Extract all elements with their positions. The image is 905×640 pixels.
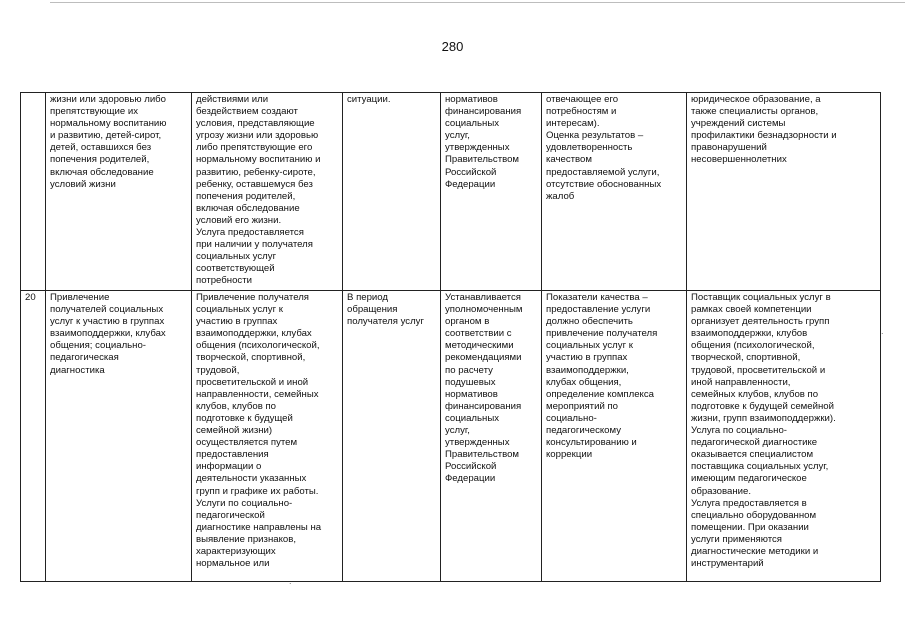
cell-text-line: участию в группах: [196, 316, 278, 328]
cell-text-line: должно обеспечить: [546, 316, 633, 328]
cell-text-line: взаимоподдержки, клубах: [50, 328, 166, 340]
cell-text-line: несовершеннолетних: [691, 154, 787, 166]
cell-text-line: детей, оставшихся без: [50, 142, 152, 154]
cell-text-line: Поставщик социальных услуг в: [691, 292, 831, 303]
cell-text-line: клубах общения,: [546, 376, 622, 388]
top-border-line: [50, 2, 905, 3]
cell-text-line: при наличии у получателя: [196, 239, 313, 251]
cell-text-line: получателя услуг: [347, 316, 424, 328]
service-terms-cell: [343, 291, 441, 582]
service-description-cell: [192, 93, 343, 291]
cell-text-line: мероприятий по: [546, 400, 618, 412]
cell-text-line: педагогической диагностике: [691, 437, 818, 449]
cell-text-line: выявление признаков,: [196, 533, 296, 545]
cell-text-line: либо препятствующие его: [196, 142, 313, 154]
cell-text-line: подушевых: [445, 376, 496, 388]
cell-text-line: социальных услуг: [196, 251, 277, 263]
cell-text-line: информации о: [196, 461, 262, 473]
cell-text-line: Российской: [445, 461, 497, 473]
table-row: [21, 291, 881, 582]
cell-text-line: услуг,: [445, 425, 470, 437]
cell-text-line: потребности: [196, 275, 252, 287]
cell-text-line: взаимоподдержки,: [546, 364, 629, 376]
cell-text-line: Услуги по социально-: [196, 497, 293, 509]
cell-text-line: жизни, групп взаимоподдержки).: [691, 412, 836, 424]
service-description-cell: [192, 291, 343, 582]
service-name-cell: [46, 291, 192, 582]
cell-text-line: определение комплекса: [546, 388, 654, 400]
cell-text-line: творческой, спортивной,: [196, 352, 306, 364]
cell-text-line: ситуации.: [347, 94, 391, 105]
cell-text-line: Федерации: [445, 473, 496, 485]
cell-text-line: направленности, семейных: [196, 388, 319, 400]
cell-text-line: трудовой, просветительской и: [691, 364, 826, 376]
conditions-cell: [687, 93, 881, 291]
cell-text-line: педагогической: [196, 509, 265, 521]
cell-text-line: попечения родителей,: [50, 154, 150, 166]
cell-text-line: соответствующей: [196, 263, 275, 275]
cell-text-line: В период: [347, 292, 389, 303]
cell-text-line: обращения: [347, 304, 398, 316]
row-number: 20: [25, 292, 36, 303]
cell-text-line: клубов, клубов по: [196, 400, 276, 412]
cell-text-line: специально оборудованном: [691, 509, 817, 521]
scan-mark: .: [289, 576, 292, 586]
cell-text-line: осуществляется путем: [196, 437, 298, 449]
cell-text-line: потребностям и: [546, 106, 617, 118]
cell-text-line: интересам).: [546, 118, 600, 130]
cell-text-line: Правительством: [445, 154, 520, 166]
cell-text-line: соответствии с: [445, 328, 512, 340]
cell-text-line: образование.: [691, 485, 752, 497]
cell-text-line: коррекции: [546, 449, 593, 461]
cell-text-line: получателей социальных: [50, 304, 164, 316]
cell-text-line: взаимоподдержки, клубов: [691, 328, 808, 340]
cell-text-line: условия, представляющие: [196, 118, 315, 130]
cell-text-line: привлечение получателя: [546, 328, 658, 340]
cell-text-line: услуг,: [445, 130, 470, 142]
cell-text-line: нормальному воспитанию и: [196, 154, 321, 166]
cell-text-line: диагностике направлены на: [196, 521, 322, 533]
tariff-cell: [441, 291, 542, 582]
service-name-cell: [46, 93, 192, 291]
cell-text-line: предоставляемой услуги,: [546, 166, 660, 178]
cell-text-line: финансирования: [445, 400, 522, 412]
services-table: [20, 92, 881, 582]
cell-text-line: методическими: [445, 340, 514, 352]
cell-text-line: Услуга предоставляется: [196, 227, 304, 239]
cell-text-line: диагностические методики и: [691, 545, 819, 557]
cell-text-line: Федерации: [445, 178, 496, 190]
cell-text-line: рамках своей компетенции: [691, 304, 812, 316]
cell-text-line: услуг к участию в группах: [50, 316, 165, 328]
cell-text-line: Правительством: [445, 449, 520, 461]
cell-text-line: консультированию и: [546, 437, 637, 449]
cell-text-line: условий его жизни.: [196, 214, 282, 226]
cell-text-line: социальных: [445, 412, 500, 424]
cell-text-line: подготовке к будущей семейной: [691, 400, 834, 412]
cell-text-line: и развитию, детей-сирот,: [50, 130, 162, 142]
cell-text-line: юридическое образование, а: [691, 94, 821, 105]
cell-text-line: Устанавливается: [445, 292, 521, 303]
cell-text-line: уполномоченным: [445, 304, 523, 316]
table-row: [21, 93, 881, 291]
cell-text-line: помещении. При оказании: [691, 521, 809, 533]
cell-text-line: взаимоподдержки, клубах: [196, 328, 312, 340]
cell-text-line: поставщика социальных услуг,: [691, 461, 829, 473]
cell-text-line: включая обследование: [50, 166, 154, 178]
cell-text-line: социальных услуг к: [196, 304, 283, 316]
cell-text-line: подготовке к будущей: [196, 412, 293, 424]
cell-text-line: услуги применяются: [691, 533, 782, 545]
cell-text-line: трудовой,: [196, 364, 240, 376]
cell-text-line: диагностика: [50, 364, 105, 376]
cell-text-line: Привлечение: [50, 292, 110, 303]
cell-text-line: Услуга предоставляется в: [691, 497, 807, 509]
row-number-cell: [21, 93, 46, 291]
cell-text-line: общения (психологической,: [196, 340, 320, 352]
cell-text-line: отсутствие обоснованных: [546, 178, 662, 190]
cell-text-line: предоставление услуги: [546, 304, 651, 316]
cell-text-line: жизни или здоровью либо: [50, 94, 167, 105]
cell-text-line: участию в группах: [546, 352, 628, 364]
cell-text-line: имеющим педагогическое: [691, 473, 807, 485]
quality-indicators-cell: [542, 93, 687, 291]
service-terms-cell: [343, 93, 441, 291]
cell-text-line: нормативов: [445, 388, 498, 400]
cell-text-line: попечения родителей,: [196, 190, 296, 202]
row-number-cell: [21, 291, 46, 582]
cell-text-line: также специалисты органов,: [691, 106, 819, 118]
cell-text-line: инструментарий: [691, 558, 764, 570]
cell-text-line: по расчету: [445, 364, 493, 376]
cell-text-line: Показатели качества –: [546, 292, 648, 303]
cell-text-line: иной направленности,: [691, 376, 791, 388]
cell-text-line: общения (психологической,: [691, 340, 815, 352]
cell-text-line: удовлетворенность: [546, 142, 633, 154]
cell-text-line: нормативов: [445, 94, 498, 105]
cell-text-line: Оценка результатов –: [546, 130, 644, 142]
scan-mark: .: [881, 326, 884, 336]
cell-text-line: включая обследование: [196, 202, 300, 214]
conditions-cell: [687, 291, 881, 582]
quality-indicators-cell: [542, 291, 687, 582]
cell-text-line: бездействием создают: [196, 106, 298, 118]
cell-text-line: нормальное или: [196, 558, 270, 570]
cell-text-line: развитию, ребенку-сироте,: [196, 166, 316, 178]
cell-text-line: организует деятельность групп: [691, 316, 830, 328]
cell-text-line: творческой, спортивной,: [691, 352, 801, 364]
cell-text-line: органом в: [445, 316, 490, 328]
cell-text-line: педагогическая: [50, 352, 119, 364]
cell-text-line: рекомендациями: [445, 352, 522, 364]
cell-text-line: препятствующие их: [50, 106, 139, 118]
cell-text-line: утвержденных: [445, 437, 510, 449]
cell-text-line: правонарушений: [691, 142, 767, 154]
cell-text-line: ребенку, оставшемуся без: [196, 178, 313, 190]
cell-text-line: учреждений системы: [691, 118, 786, 130]
cell-text-line: просветительской и иной: [196, 376, 309, 388]
cell-text-line: Услуга по социально-: [691, 425, 787, 437]
cell-text-line: семейной жизни): [196, 425, 273, 437]
cell-text-line: жалоб: [546, 190, 575, 202]
cell-text-line: социально-: [546, 412, 597, 424]
cell-text-line: качеством: [546, 154, 592, 166]
cell-text-line: групп и графике их работы.: [196, 485, 319, 497]
page-number: 280: [441, 39, 464, 54]
cell-text-line: семейных клубов, клубов по: [691, 388, 819, 400]
cell-text-line: нормальному воспитанию: [50, 118, 167, 130]
cell-text-line: финансирования: [445, 106, 522, 118]
cell-text-line: предоставления: [196, 449, 269, 461]
cell-text-line: утвержденных: [445, 142, 510, 154]
cell-text-line: условий жизни: [50, 178, 116, 190]
cell-text-line: профилактики безнадзорности и: [691, 130, 837, 142]
cell-text-line: общения; социально-: [50, 340, 146, 352]
cell-text-line: отвечающее его: [546, 94, 619, 105]
cell-text-line: педагогическому: [546, 425, 622, 437]
cell-text-line: оказывается специалистом: [691, 449, 814, 461]
cell-text-line: характеризующих: [196, 545, 276, 557]
cell-text-line: угрозу жизни или здоровью: [196, 130, 319, 142]
cell-text-line: социальных услуг к: [546, 340, 633, 352]
cell-text-line: Российской: [445, 166, 497, 178]
cell-text-line: социальных: [445, 118, 500, 130]
cell-text-line: действиями или: [196, 94, 269, 105]
tariff-cell: [441, 93, 542, 291]
cell-text-line: Привлечение получателя: [196, 292, 310, 303]
cell-text-line: деятельности указанных: [196, 473, 307, 485]
